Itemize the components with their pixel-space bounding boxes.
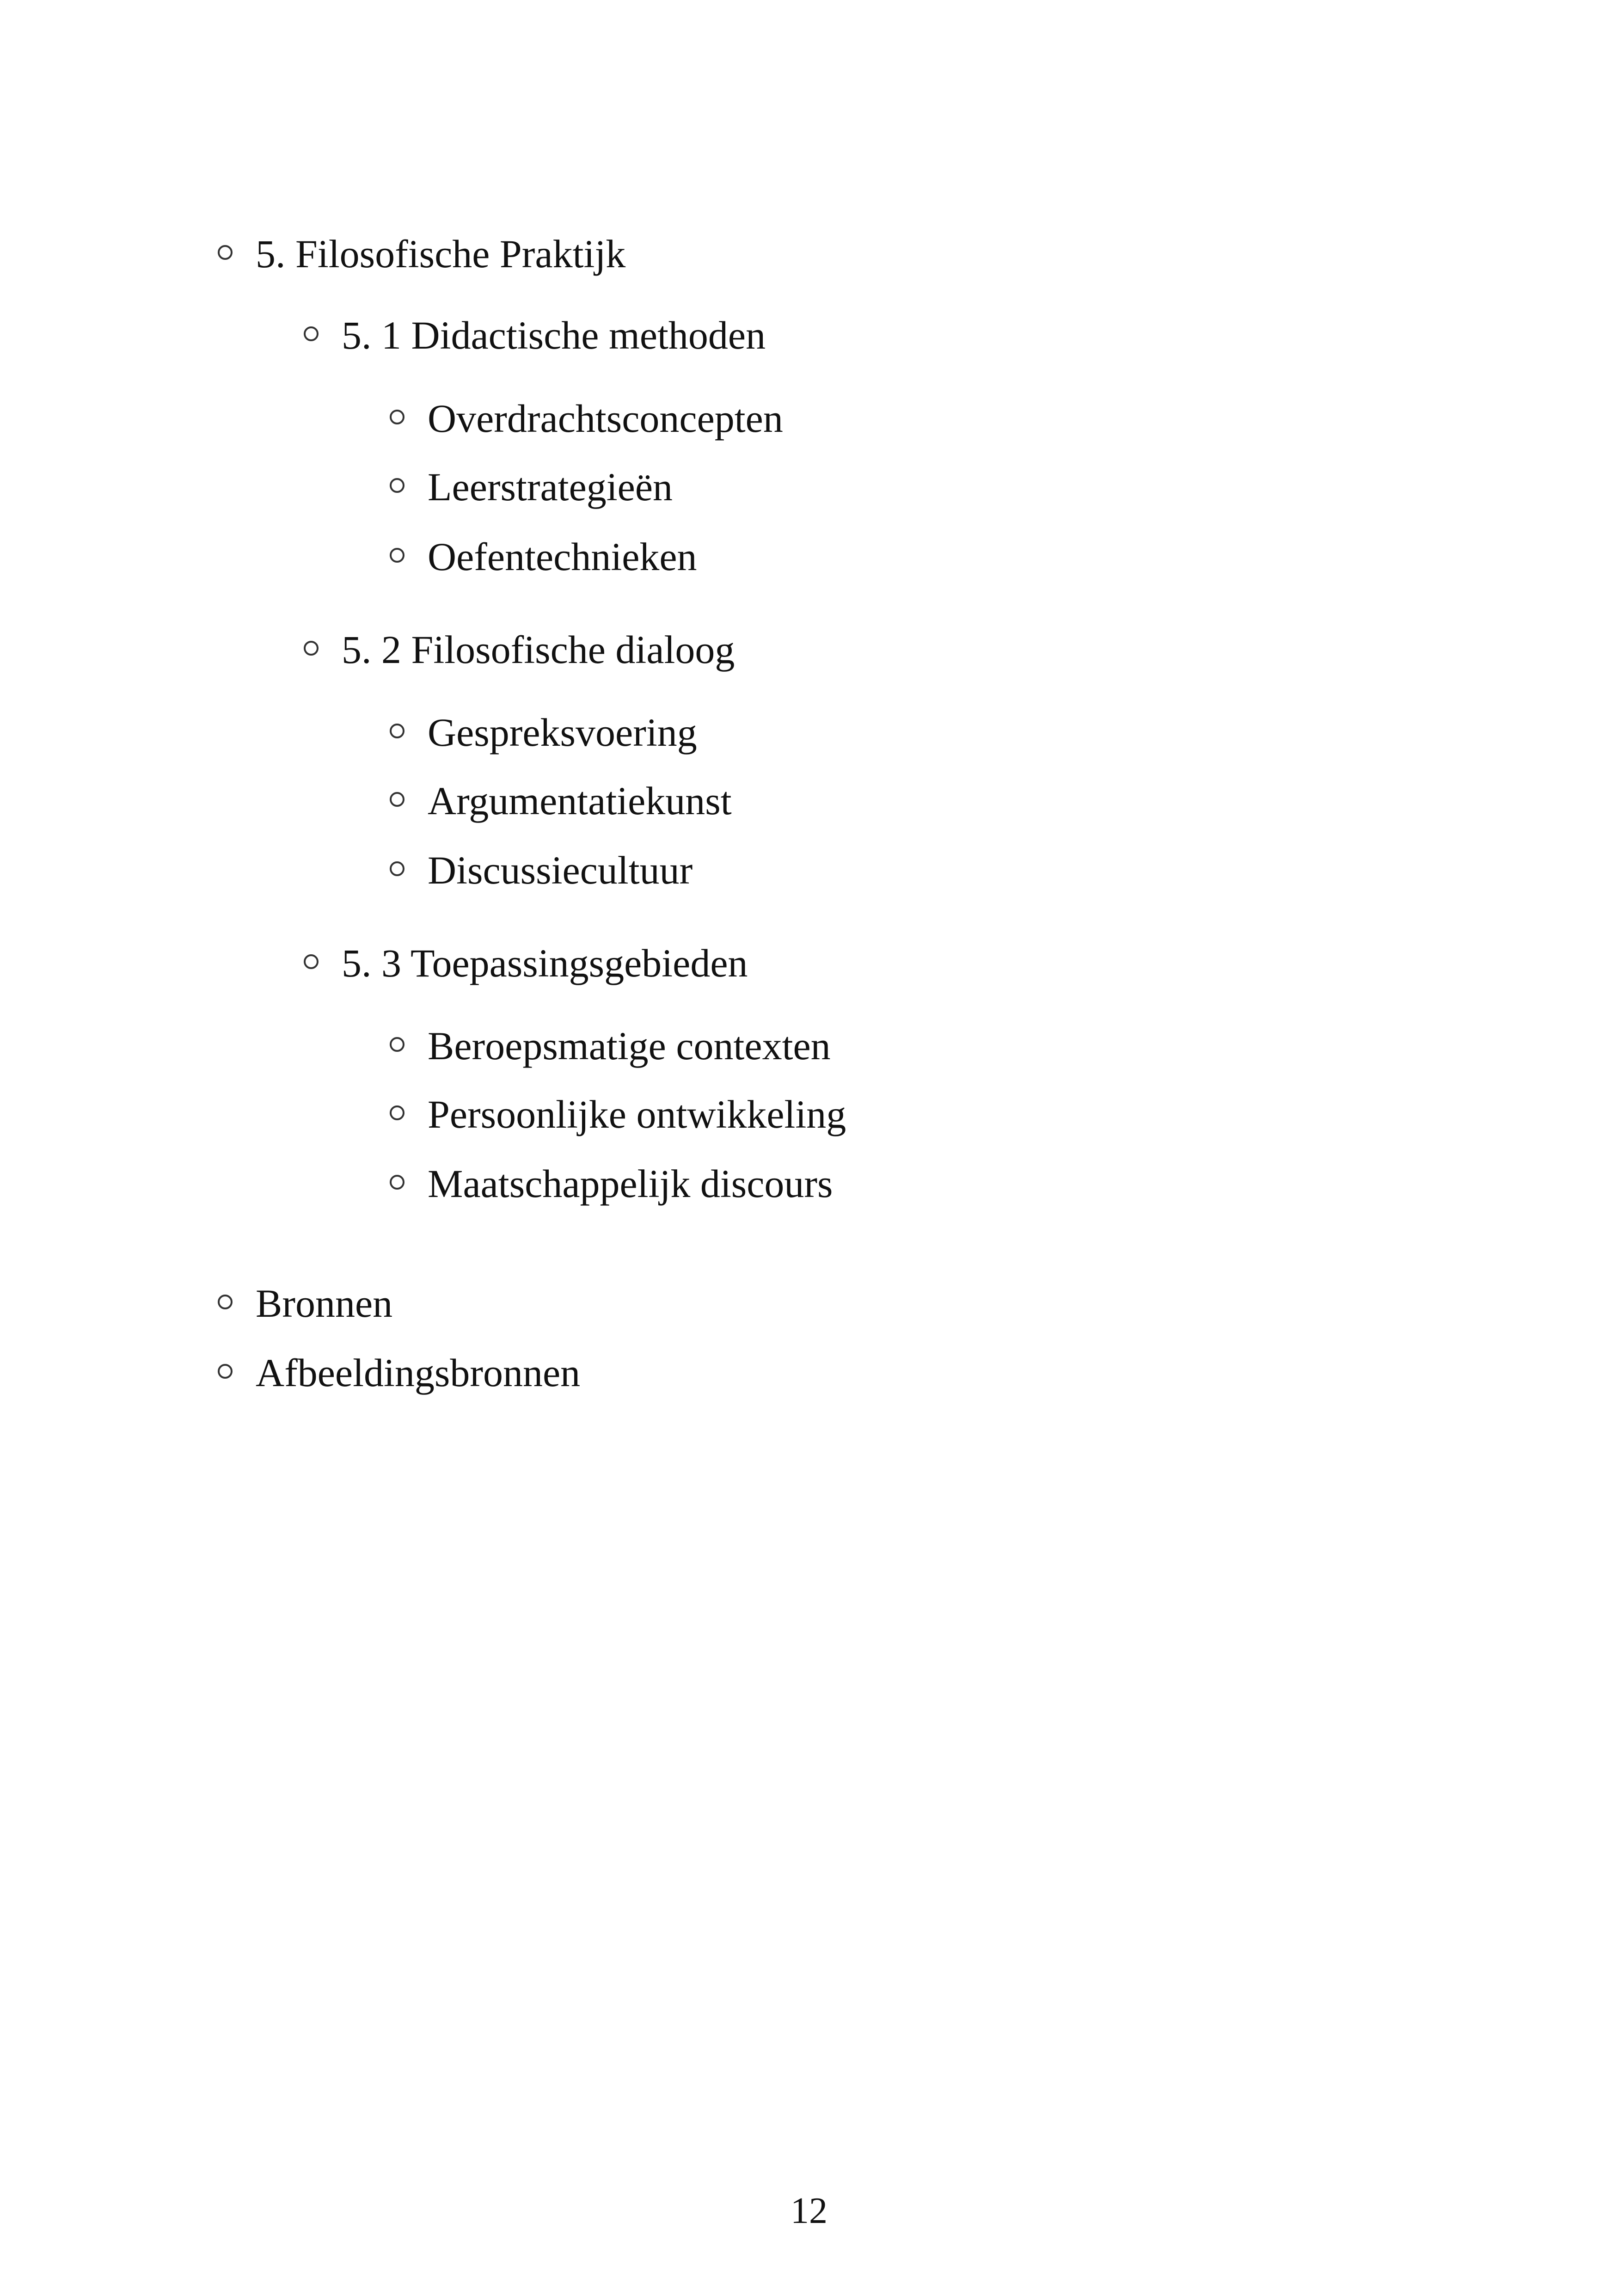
- bullet-icon: [390, 548, 404, 563]
- toc-subitem[interactable]: Argumentatiekunst: [428, 779, 732, 823]
- toc-subitem[interactable]: Overdrachtsconcepten: [428, 396, 783, 441]
- toc-afbeeldingsbronnen[interactable]: Afbeeldingsbronnen: [256, 1351, 581, 1395]
- bullet-icon: [390, 861, 404, 876]
- toc-subitem[interactable]: Discussiecultuur: [428, 848, 693, 892]
- bullet-icon: [390, 1175, 404, 1190]
- toc-subitem[interactable]: Maatschappelijk discours: [428, 1161, 833, 1206]
- bullet-icon: [390, 478, 404, 493]
- toc-subitem[interactable]: Persoonlijke ontwikkeling: [428, 1092, 846, 1136]
- page-number: 12: [791, 2191, 827, 2231]
- bullet-icon: [218, 1364, 233, 1379]
- bullet-icon: [304, 641, 319, 656]
- toc-subitem[interactable]: Leerstrategieën: [428, 465, 673, 509]
- toc-chapter-5[interactable]: 5. Filosofische Praktijk: [256, 232, 626, 276]
- toc-section-5-2[interactable]: 5. 2 Filosofische dialoog: [342, 627, 735, 672]
- bullet-icon: [218, 245, 233, 260]
- toc-subitem[interactable]: Beroepsmatige contexten: [428, 1024, 831, 1068]
- bullet-icon: [218, 1295, 233, 1309]
- bullet-icon: [304, 954, 319, 969]
- bullet-icon: [390, 1037, 404, 1052]
- bullet-icon: [390, 410, 404, 424]
- toc-section-5-1[interactable]: 5. 1 Didactische methoden: [342, 313, 766, 357]
- bullet-icon: [304, 326, 319, 341]
- toc-subitem[interactable]: Gespreksvoering: [428, 710, 697, 755]
- bullet-icon: [390, 724, 404, 738]
- toc-subitem[interactable]: Oefentechnieken: [428, 534, 697, 579]
- toc-bronnen[interactable]: Bronnen: [256, 1281, 393, 1326]
- toc-section-5-3[interactable]: 5. 3 Toepassingsgebieden: [342, 941, 748, 985]
- bullet-icon: [390, 1105, 404, 1120]
- bullet-icon: [390, 792, 404, 807]
